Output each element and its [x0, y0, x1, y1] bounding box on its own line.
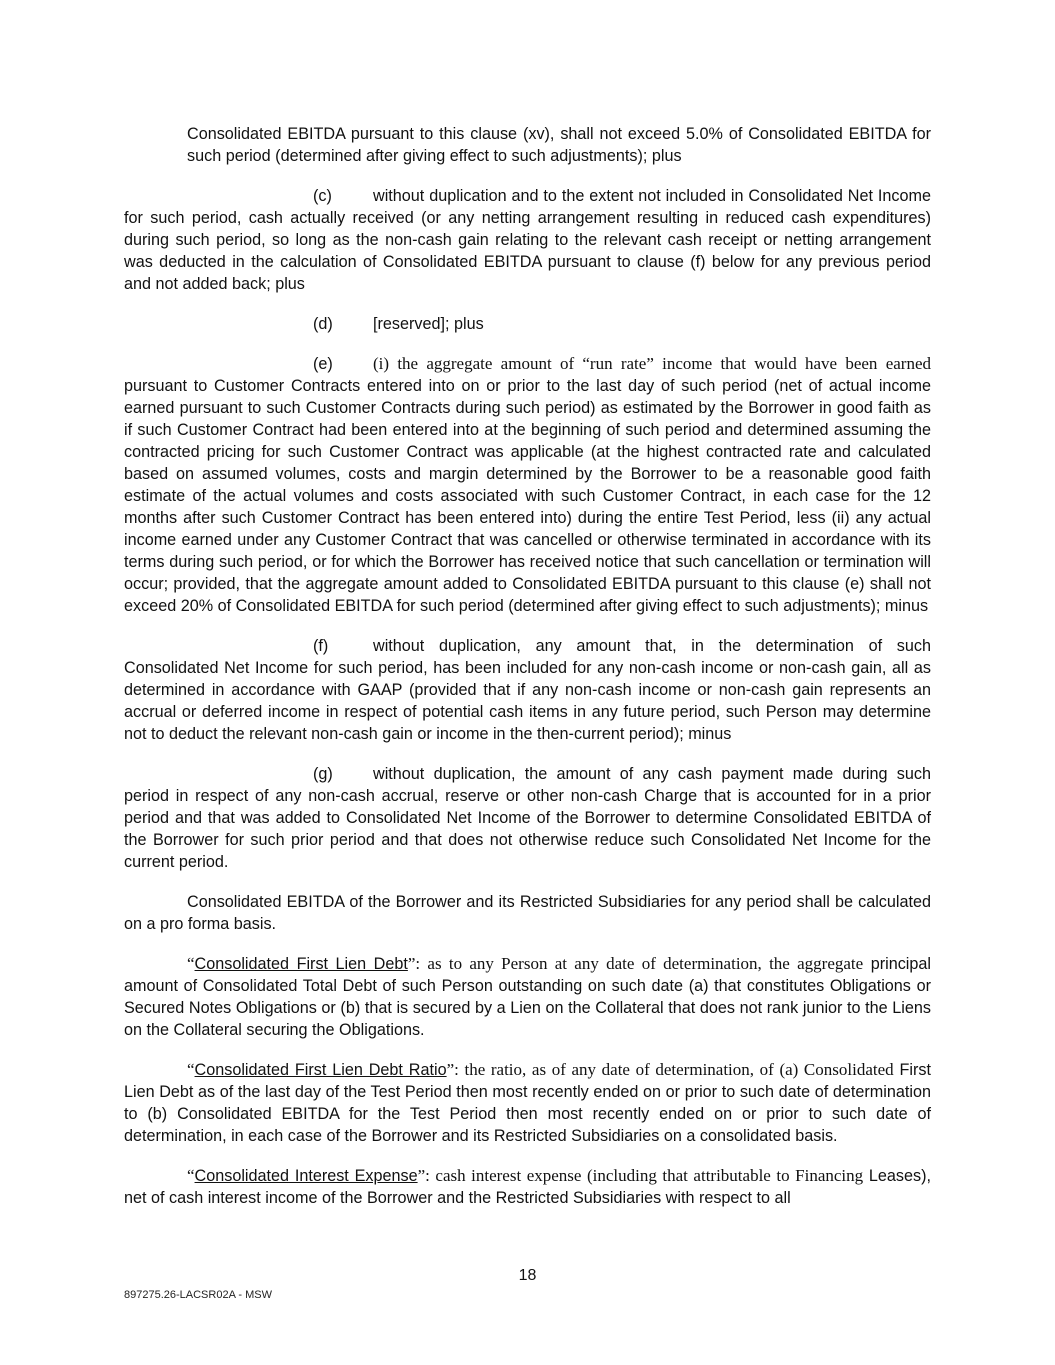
continuation-text: Consolidated EBITDA pursuant to this clause (xv), shall not exceed 5.0% of Consolidated EBITDA for such period (determined after giving effect to such adjustments); plus [187, 125, 931, 165]
page-number: 18 [518, 1267, 537, 1284]
pro-forma-text: Consolidated EBITDA of the Borrower and its Restricted Subsidiaries for any period shall be calculated on a pro forma basis. [124, 893, 931, 933]
def2-lead: : the ratio, as of any date of determination, of (a) Consolidated [454, 1060, 894, 1079]
clause-f-text: without duplication, any amount that, in the determination of such Consolidated Net Income for such period, has been included for any non-cash income or non-cash gain, all as determined in accordance with GAAP (provided that if any non-cash income or non-cash gain represents an accrual or deferred income in respect of potential cash items in any future period, such Person may determine not to deduct the relevant non-cash gain or income in the then-current period); minus [124, 637, 931, 743]
clause-e-number: (e) [313, 355, 333, 373]
clause-c [124, 185, 931, 295]
def2-text: First Lien Debt as of the last day of the Test Period then most recently ended on or prior to such date of determination to (b) Consolidated EBITDA for the Test Period then most recently ended on or prior to such date of determination, in each case of the Borrower and its Restricted Subsidiaries on a consolidated basis. [124, 1061, 931, 1145]
pro-forma-paragraph [124, 891, 931, 935]
continuation-paragraph [124, 123, 931, 167]
clause-e-lead: (i) the aggregate amount of “run rate” income that would have been earned [373, 354, 931, 373]
clause-c-text: without duplication and to the extent not included in Consolidated Net Income for such period, cash actually received (or any netting arrangement resulting in reduced cash expenditures) during such period, so long as the non-cash gain relating to the relevant cash receipt or netting arrangement was deducted in the calculation of Consolidated EBITDA pursuant to clause (f) below for any previous period and not added back; plus [124, 187, 931, 293]
def1-close-quote: ” [407, 954, 416, 973]
clause-g [124, 763, 931, 873]
def3-lead: : cash interest expense (including that attributable to Financing [425, 1166, 864, 1185]
document-body [124, 123, 931, 1227]
clause-e [124, 353, 931, 617]
def3-open-quote: “ [187, 1166, 195, 1185]
def1-text: principal amount of Consolidated Total Debt of such Person outstanding on such date (a) that constitutes Obligations or Secured Notes Obligations or (b) that is secured by a Lien on the Collateral that does not rank junior to the Liens on the Collateral securing the Obligations. [124, 955, 931, 1039]
def1-lead: : as to any Person at any date of determination, the aggregate [415, 954, 864, 973]
clause-d [124, 313, 931, 335]
clause-f-number: (f) [313, 637, 329, 655]
clause-e-text: pursuant to Customer Contracts entered into on or prior to the last day of such period (net of actual income earned pursuant to such Customer Contracts during such period) as estimated by the Borrower in good faith as if such Customer Contract had been entered into at the beginning of such period and determined assuming the contracted pricing for such Customer Contract was applicable (at the highest contracted rate and calculated based on assumed volumes, costs and margin determined by the Borrower to be a reasonable good faith estimate of the actual volumes and costs associated with such Customer Contract, in each case for the 12 months after such Customer Contract has been entered into) during the entire Test Period, less (ii) any actual income earned under any Customer Contract that was cancelled or otherwise terminated in accordance with its terms during such period, or for which the Borrower has received notice that such cancellation or termination will occur; provided, that the aggregate amount added to Consolidated EBITDA pursuant to this clause (e) shall not exceed 20% of Consolidated EBITDA for such period (determined after giving effect to such adjustments); minus [124, 377, 931, 615]
clause-g-number: (g) [313, 765, 333, 783]
def2-open-quote: “ [187, 1060, 195, 1079]
document-id: 897275.26-LACSR02A - MSW [124, 1289, 272, 1301]
def1-open-quote: “ [187, 954, 195, 973]
def1-term: Consolidated First Lien Debt [194, 955, 408, 973]
clause-d-number: (d) [313, 315, 333, 333]
def2-close-quote: ” [446, 1060, 455, 1079]
definition-consolidated-first-lien-debt-ratio [124, 1059, 931, 1147]
clause-f [124, 635, 931, 745]
clause-c-number: (c) [313, 187, 332, 205]
definition-consolidated-first-lien-debt [124, 953, 931, 1041]
definition-consolidated-interest-expense [124, 1165, 931, 1209]
def3-term: Consolidated Interest Expense [194, 1167, 418, 1185]
def3-close-quote: ” [417, 1166, 426, 1185]
clause-g-text: without duplication, the amount of any cash payment made during such period in respect of any non-cash accrual, reserve or other non-cash Charge that is accounted for in a prior period and that was added to Consolidated Net Income of the Borrower to determine Consolidated EBITDA of the Borrower for such prior period and that does not otherwise reduce such Consolidated Net Income for the current period. [124, 765, 931, 871]
def3-text: Leases), net of cash interest income of the Borrower and the Restricted Subsidiaries with respect to all [124, 1167, 932, 1207]
clause-d-text: [reserved]; plus [373, 315, 484, 333]
def2-term: Consolidated First Lien Debt Ratio [194, 1061, 447, 1079]
